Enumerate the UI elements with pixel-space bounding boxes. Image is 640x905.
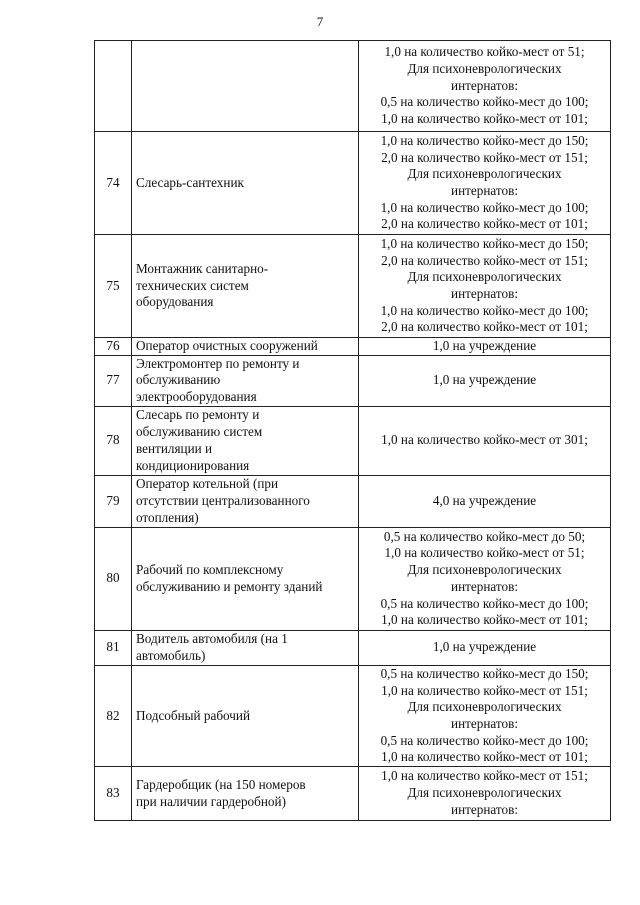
table-body	[95, 41, 611, 821]
row-number-cell	[95, 527, 132, 630]
row-number-cell	[95, 355, 132, 406]
staffing-norm-cell	[359, 767, 611, 821]
staffing-norm-line: 1,0 на количество койко-мест от 51;	[384, 545, 585, 561]
staffing-norm-line: 1,0 на количество койко-мест от 101;	[381, 749, 588, 765]
table-row	[95, 527, 611, 630]
table-row	[95, 41, 611, 132]
staffing-norm-cell	[359, 338, 611, 356]
staffing-norm-line: интернатов:	[451, 578, 518, 594]
position-name-cell	[132, 235, 359, 338]
staffing-norm-line: 0,5 на количество койко-мест до 150;	[380, 665, 589, 681]
staffing-norm-cell	[359, 41, 611, 132]
staffing-norm-line: 1,0 на учреждение	[432, 338, 537, 353]
position-name-line: оборудования	[136, 294, 214, 310]
staffing-norm-line: 1,0 на учреждение	[432, 639, 537, 655]
position-name-line: Слесарь-сантехник	[136, 174, 244, 190]
staffing-norm-cell	[359, 665, 611, 766]
position-name-line: Водитель автомобиля (на 1	[136, 631, 288, 647]
staffing-norm-line: 2,0 на количество койко-мест от 101;	[381, 319, 588, 335]
staffing-norm-line: интернатов:	[451, 801, 518, 817]
position-name-cell	[132, 475, 359, 527]
position-name-line: обслуживанию систем	[136, 424, 263, 440]
table-row	[95, 132, 611, 235]
position-name-line: обслуживанию	[136, 372, 221, 388]
row-number-cell	[95, 665, 132, 766]
row-number-cell	[95, 132, 132, 235]
row-number-cell	[95, 630, 132, 665]
table-row	[95, 406, 611, 475]
staffing-norm-line: 1,0 на количество койко-мест от 101;	[381, 111, 588, 127]
position-name-cell	[132, 527, 359, 630]
position-name-cell	[132, 630, 359, 665]
position-name-line: автомобиль)	[136, 647, 206, 663]
table-row	[95, 630, 611, 665]
position-name-line: обслуживанию и ремонту зданий	[136, 578, 323, 594]
staffing-norm-line: 2,0 на количество койко-мест от 151;	[381, 252, 588, 268]
staffing-norm-line: Для психоневрологических	[407, 785, 562, 801]
position-name-line: Монтажник санитарно-	[136, 260, 269, 276]
position-name-cell	[132, 338, 359, 356]
staffing-norm-cell	[359, 630, 611, 665]
position-name-cell	[132, 41, 359, 132]
staffing-norm-line: 1,0 на количество койко-мест до 100;	[380, 302, 589, 318]
staffing-norm-line: 0,5 на количество койко-мест до 100;	[380, 94, 589, 110]
position-name-line: Рабочий по комплексному	[136, 562, 284, 578]
staffing-norm-cell	[359, 406, 611, 475]
position-name-cell	[132, 665, 359, 766]
staffing-norm-line: Для психоневрологических	[407, 60, 562, 76]
staffing-norm-cell	[359, 355, 611, 406]
staffing-norm-line: интернатов:	[451, 715, 518, 731]
staffing-norm-line: 1,0 на количество койко-мест до 100;	[380, 199, 589, 215]
position-name-line: вентиляции и	[136, 440, 213, 456]
staffing-norm-cell	[359, 235, 611, 338]
staffing-norm-line: Для психоневрологических	[407, 699, 562, 715]
staffing-norm-line: интернатов:	[451, 77, 518, 93]
table-row	[95, 338, 611, 356]
row-number-cell	[95, 41, 132, 132]
position-name-line: при наличии гардеробной)	[136, 793, 286, 809]
position-name-line: Электромонтер по ремонту и	[136, 355, 300, 371]
row-number-cell	[95, 767, 132, 821]
staffing-norm-line: Для психоневрологических	[407, 166, 562, 182]
table-row	[95, 355, 611, 406]
position-name-line: Слесарь по ремонту и	[136, 407, 260, 423]
staffing-norm-line: 2,0 на количество койко-мест от 151;	[381, 149, 588, 165]
row-number: 82	[106, 707, 120, 723]
staffing-norm-cell	[359, 527, 611, 630]
row-number-cell	[95, 338, 132, 356]
row-number: 78	[106, 432, 120, 448]
staffing-norm-line: 1,0 на количество койко-мест от 101;	[381, 612, 588, 628]
position-name-line: отсутствии централизованного	[136, 492, 310, 508]
position-name-line: кондиционирования	[136, 457, 250, 473]
row-number: 79	[106, 492, 120, 508]
position-name-cell	[132, 132, 359, 235]
position-name-cell	[132, 767, 359, 821]
staffing-norm-line: 1,0 на количество койко-мест до 150;	[380, 132, 589, 148]
row-number-cell	[95, 406, 132, 475]
table-row	[95, 475, 611, 527]
table-row	[95, 767, 611, 821]
position-name-line: электрооборудования	[136, 389, 257, 405]
row-number-cell	[95, 235, 132, 338]
staffing-norm-line: 2,0 на количество койко-мест от 101;	[381, 216, 588, 232]
staffing-norm-line: 4,0 на учреждение	[432, 492, 537, 508]
row-number: 83	[106, 785, 120, 801]
row-number: 81	[106, 639, 120, 655]
staffing-norm-line: интернатов:	[451, 286, 518, 301]
staffing-norm-line: Для психоневрологических	[407, 562, 562, 578]
row-number: 74	[106, 174, 120, 190]
staffing-norm-line: 1,0 на количество койко-мест до 150;	[380, 235, 589, 251]
staffing-norm-line: 1,0 на учреждение	[432, 372, 537, 388]
staffing-norm-line: 1,0 на количество койко-мест от 151;	[381, 682, 588, 698]
row-number-cell	[95, 475, 132, 527]
position-name-line: отопления)	[136, 509, 199, 525]
row-number: 80	[106, 570, 120, 586]
staffing-norm-line: 0,5 на количество койко-мест до 100;	[380, 595, 589, 611]
position-name-line: Оператор очистных сооружений	[136, 338, 318, 353]
position-name-line: Гардеробщик (на 150 номеров	[136, 776, 306, 792]
row-number: 76	[106, 338, 120, 353]
staffing-norm-line: 1,0 на количество койко-мест от 151;	[381, 768, 588, 784]
staffing-norm-cell	[359, 475, 611, 527]
position-name-cell	[132, 406, 359, 475]
row-number: 77	[106, 372, 120, 388]
staffing-norm-line: интернатов:	[451, 183, 518, 198]
staffing-norm-line: Для психоневрологических	[407, 269, 562, 285]
row-number: 75	[106, 277, 120, 293]
staffing-norm-line: 0,5 на количество койко-мест до 50;	[383, 528, 586, 544]
staffing-norm-line: 1,0 на количество койко-мест от 51;	[384, 44, 585, 60]
position-name-line: Оператор котельной (при	[136, 476, 279, 492]
staffing-norm-cell	[359, 132, 611, 235]
position-name-cell	[132, 355, 359, 406]
staffing-norm-line: 1,0 на количество койко-мест от 301;	[381, 432, 588, 448]
table-row	[95, 235, 611, 338]
page-number: 7	[316, 14, 324, 29]
position-name-line: Подсобный рабочий	[136, 707, 251, 723]
staffing-norm-line: 0,5 на количество койко-мест до 100;	[380, 732, 589, 748]
table-row	[95, 665, 611, 766]
position-name-line: технических систем	[136, 277, 249, 293]
staff-norms-table	[94, 40, 611, 821]
